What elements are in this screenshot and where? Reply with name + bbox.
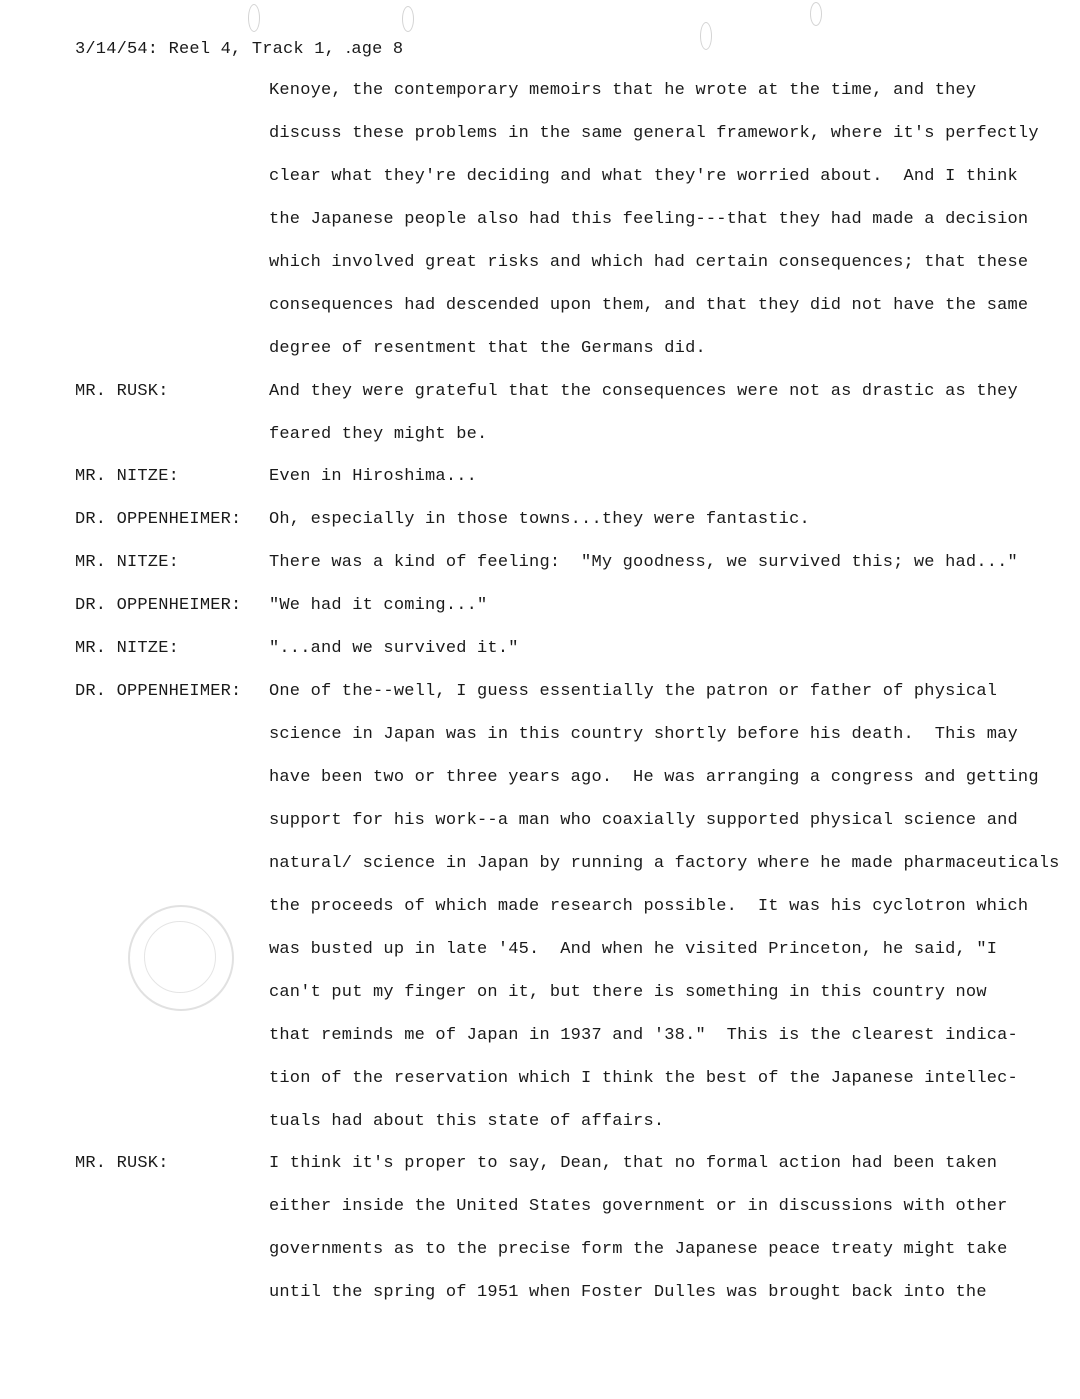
punch-hole-mark: [700, 22, 712, 50]
page-header: 3/14/54: Reel 4, Track 1, ․age 8: [75, 40, 404, 59]
line-text: degree of resentment that the Germans did.: [269, 338, 706, 358]
transcript-line: [0, 242, 1080, 285]
transcript-line: [0, 414, 1080, 457]
transcript-line: [0, 156, 1080, 199]
line-text: that reminds me of Japan in 1937 and '38." This is the clearest indica-: [269, 1025, 1018, 1045]
transcript-line: [0, 499, 1080, 542]
line-text: tion of the reservation which I think the best of the Japanese intellec-: [269, 1068, 1018, 1088]
line-text: which involved great risks and which had certain consequences; that these: [269, 252, 1029, 272]
line-text: support for his work--a man who coaxially supported physical science and: [269, 810, 1018, 830]
line-text: until the spring of 1951 when Foster Dulles was brought back into the: [269, 1283, 987, 1303]
transcript-line: [0, 542, 1080, 585]
line-text: science in Japan was in this country shortly before his death. This may: [269, 725, 1018, 745]
line-text: Even in Hiroshima...: [269, 467, 478, 487]
transcript-line: [0, 1186, 1080, 1229]
transcript-line: [0, 70, 1080, 113]
transcript-line: [0, 113, 1080, 156]
transcript-line: [0, 1143, 1080, 1186]
transcript-line: [0, 285, 1080, 328]
transcript-line: [0, 1058, 1080, 1101]
transcript-line: [0, 199, 1080, 242]
transcript-line: [0, 671, 1080, 714]
line-text: natural/ science in Japan by running a factory where he made pharmaceuticals: [269, 853, 1060, 873]
speaker-label: DR. OPPENHEIMER:: [75, 596, 242, 616]
speaker-label: MR. RUSK:: [75, 1154, 169, 1174]
transcript-body: [0, 70, 1080, 1315]
line-text: I think it's proper to say, Dean, that no formal action had been taken: [269, 1154, 998, 1174]
line-text: clear what they're deciding and what they're worried about. And I think: [269, 166, 1018, 186]
line-text: was busted up in late '45. And when he visited Princeton, he said, "I: [269, 939, 998, 959]
library-stamp-icon: [128, 905, 234, 1011]
line-text: governments as to the precise form the Japanese peace treaty might take: [269, 1240, 1008, 1260]
transcript-line: [0, 585, 1080, 628]
line-text: And they were grateful that the consequences were not as drastic as they: [269, 381, 1018, 401]
line-text: consequences had descended upon them, and that they did not have the same: [269, 295, 1029, 315]
line-text: One of the--well, I guess essentially the patron or father of physical: [269, 682, 998, 702]
speaker-label: MR. NITZE:: [75, 639, 180, 659]
transcript-line: [0, 1272, 1080, 1315]
transcript-line: [0, 1015, 1080, 1058]
speaker-label: DR. OPPENHEIMER:: [75, 682, 242, 702]
transcript-line: [0, 456, 1080, 499]
speaker-label: MR. NITZE:: [75, 553, 180, 573]
line-text: the proceeds of which made research possible. It was his cyclotron which: [269, 896, 1029, 916]
line-text: "We had it coming...": [269, 596, 488, 616]
line-text: discuss these problems in the same general framework, where it's perfectly: [269, 123, 1039, 143]
transcript-line: [0, 1101, 1080, 1144]
transcript-line: [0, 371, 1080, 414]
line-text: There was a kind of feeling: "My goodness, we survived this; we had...": [269, 553, 1018, 573]
line-text: the Japanese people also had this feeling---that they had made a decision: [269, 209, 1029, 229]
transcript-line: [0, 800, 1080, 843]
line-text: Oh, especially in those towns...they were fantastic.: [269, 510, 810, 530]
speaker-label: DR. OPPENHEIMER:: [75, 510, 242, 530]
transcript-line: [0, 328, 1080, 371]
punch-hole-mark: [810, 2, 822, 26]
transcript-line: [0, 714, 1080, 757]
line-text: Kenoye, the contemporary memoirs that he wrote at the time, and they: [269, 81, 977, 100]
line-text: either inside the United States government or in discussions with other: [269, 1197, 1008, 1217]
transcript-line: [0, 843, 1080, 886]
line-text: can't put my finger on it, but there is something in this country now: [269, 982, 987, 1002]
transcript-line: [0, 1229, 1080, 1272]
transcript-line: [0, 757, 1080, 800]
line-text: tuals had about this state of affairs.: [269, 1111, 665, 1131]
punch-hole-mark: [248, 4, 260, 32]
transcript-line: [0, 628, 1080, 671]
line-text: "...and we survived it.": [269, 639, 519, 659]
punch-hole-mark: [402, 6, 414, 32]
line-text: have been two or three years ago. He was arranging a congress and getting: [269, 768, 1039, 787]
speaker-label: MR. RUSK:: [75, 381, 169, 401]
line-text: feared they might be.: [269, 424, 488, 444]
speaker-label: MR. NITZE:: [75, 467, 180, 487]
